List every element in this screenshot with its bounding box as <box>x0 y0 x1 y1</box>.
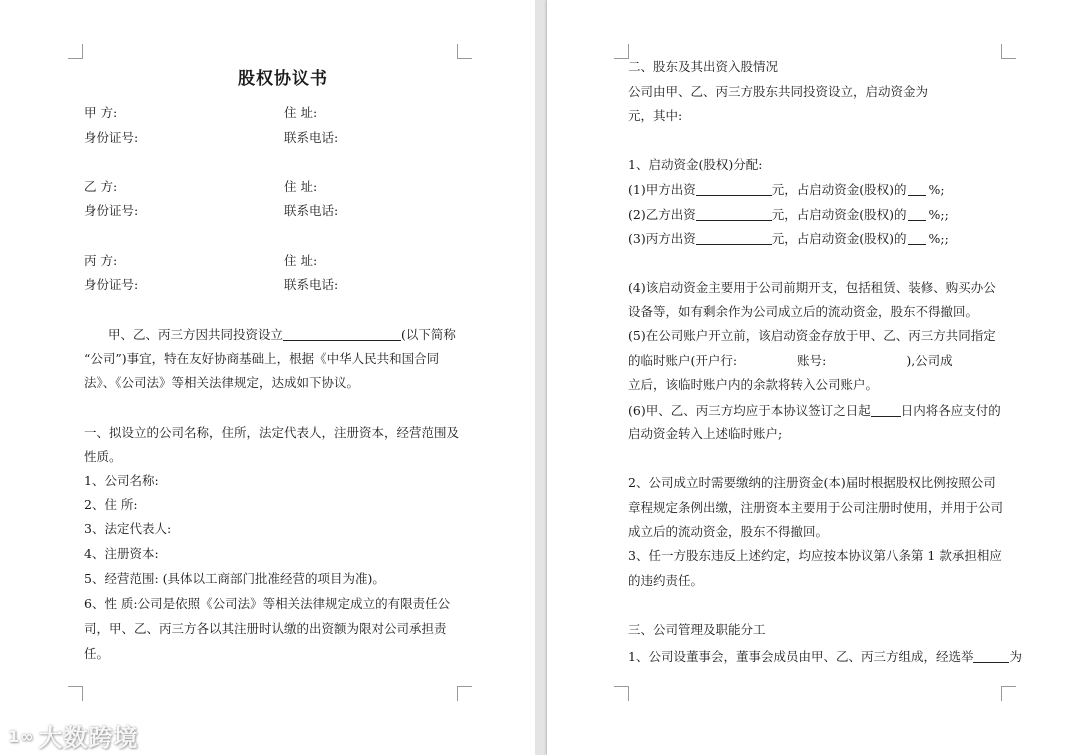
allocation-row-c <box>628 232 949 246</box>
paragraph-line: 2、公司成立时需要缴纳的注册资金(本)届时根据股权比例按照公司 <box>628 475 996 490</box>
crop-mark <box>68 44 83 59</box>
allocation-text: %;; <box>928 231 949 246</box>
section-1-heading: 一、拟设立的公司名称，住所，法定代表人，注册资本，经营范围及 <box>84 425 460 440</box>
address-b-label: 住 址: <box>284 179 318 194</box>
company-name-blank <box>283 328 401 341</box>
id-c-label: 身份证号: <box>84 277 139 292</box>
percent-blank <box>908 208 926 221</box>
phone-b-label: 联系电话: <box>284 203 339 218</box>
amount-blank <box>696 183 772 196</box>
paragraph-line <box>628 355 953 368</box>
allocation-row-b <box>628 208 949 222</box>
paragraph-text: 日内将各应支付的 <box>900 403 1001 418</box>
section-2-heading: 二、股东及其出资入股情况 <box>628 59 779 74</box>
percent-blank <box>908 183 926 196</box>
party-b-label: 乙 方: <box>84 179 118 194</box>
address-a-label: 住 址: <box>284 105 318 120</box>
percent-blank <box>908 232 926 245</box>
paragraph-line: 设备等，如有剩余作为公司成立后的流动资金，股东不得撤回。 <box>628 304 979 319</box>
id-a-label: 身份证号: <box>84 130 139 145</box>
crop-mark <box>1001 44 1016 59</box>
paragraph-line: (4)该启动资金主要用于公司前期开支，包括租赁、装修、购买办公 <box>628 280 996 295</box>
allocation-label: (3)丙方出资 <box>628 231 696 246</box>
amount-blank <box>696 208 772 221</box>
watermark <box>8 718 138 753</box>
paragraph-line: 立后，该临时账户内的余款将转入公司账户。 <box>628 377 879 392</box>
party-c-label: 丙 方: <box>84 253 118 268</box>
section-3-heading: 三、公司管理及职能分工 <box>628 622 766 637</box>
list-item: 司，甲、乙、丙三方各以其注册时认缴的出资额为限对公司承担责 <box>84 621 447 636</box>
intro-text: (以下简称 <box>401 327 456 342</box>
intro-paragraph-line: “公司”)事宜，特在友好协商基础上，根据《中华人民共和国合同 <box>84 351 440 366</box>
crop-mark <box>457 686 472 701</box>
watermark-logo-icon: 1∞ <box>8 727 35 746</box>
intro-paragraph-line: 法》、《公司法》等相关法律规定，达成如下协议。 <box>84 375 360 390</box>
amount-blank <box>696 232 772 245</box>
allocation-text: 元，占启动资金(股权)的 <box>771 207 907 222</box>
paragraph-line: 元，其中: <box>628 108 683 123</box>
crop-mark <box>68 686 83 701</box>
paragraph-line: (5)在公司账户开立前，该启动资金存放于甲、乙、丙三方共同指定 <box>628 328 996 343</box>
allocation-row-a <box>628 183 945 197</box>
paragraph-text: 1、公司设董事会，董事会成员由甲、乙、丙三方组成，经选举 <box>628 649 974 664</box>
allocation-text: %; <box>928 182 945 197</box>
allocation-text: 元，占启动资金(股权)的 <box>771 182 907 197</box>
intro-text: 甲、乙、丙三方因共同投资设立 <box>108 327 284 342</box>
paragraph-text: ),公司成 <box>906 353 953 368</box>
bank-label: 的临时账户(开户行: <box>628 353 738 368</box>
allocation-label: (1)甲方出资 <box>628 182 696 197</box>
elect-blank <box>973 650 1009 663</box>
watermark-text: 大数跨境 <box>38 724 139 752</box>
crop-mark <box>457 44 472 59</box>
paragraph-line: 公司由甲、乙、丙三方股东共同投资设立，启动资金为 <box>628 84 929 99</box>
paragraph-line: 的违约责任。 <box>628 573 704 588</box>
days-blank <box>871 404 901 417</box>
section-1-heading: 性质。 <box>84 449 122 464</box>
party-a-label: 甲 方: <box>84 105 118 120</box>
allocation-heading: 1、启动资金(股权)分配: <box>628 157 763 172</box>
phone-a-label: 联系电话: <box>284 130 339 145</box>
phone-c-label: 联系电话: <box>284 277 339 292</box>
id-b-label: 身份证号: <box>84 203 139 218</box>
paragraph-line: 启动资金转入上述临时账户; <box>628 426 783 441</box>
address-c-label: 住 址: <box>284 253 318 268</box>
document-page-right <box>547 0 1080 755</box>
crop-mark <box>1001 686 1016 701</box>
intro-paragraph <box>108 328 456 342</box>
list-item: 6、性 质:公司是依照《公司法》等相关法律规定成立的有限责任公 <box>84 596 451 611</box>
account-label: 账号: <box>797 353 827 368</box>
allocation-label: (2)乙方出资 <box>628 207 696 222</box>
list-item: 1、公司名称: <box>84 473 159 488</box>
paragraph-line <box>628 404 1001 418</box>
paragraph-text: 为 <box>1009 649 1022 664</box>
document-page-left <box>0 0 535 755</box>
list-item: 2、住 所: <box>84 497 138 512</box>
list-item: 3、法定代表人: <box>84 521 172 536</box>
document-title: 股权协议书 <box>238 69 328 89</box>
paragraph-line: 3、任一方股东违反上述约定，均应按本协议第八条第 1 款承担相应 <box>628 548 1002 563</box>
paragraph-line: 章程规定条例出缴，注册资本主要用于公司注册时使用，并用于公司 <box>628 500 1004 515</box>
crop-mark <box>614 686 629 701</box>
page-gutter <box>535 0 547 755</box>
list-item: 4、注册资本: <box>84 546 159 561</box>
paragraph-line <box>628 650 1022 664</box>
paragraph-text: (6)甲、乙、丙三方均应于本协议签订之日起 <box>628 403 871 418</box>
crop-mark <box>614 44 629 59</box>
list-item: 任。 <box>84 646 110 661</box>
paragraph-line: 成立后的流动资金，股东不得撤回。 <box>628 524 829 539</box>
list-item: 5、经营范围: (具体以工商部门批准经营的项目为准)。 <box>84 571 385 586</box>
allocation-text: %;; <box>928 207 949 222</box>
allocation-text: 元，占启动资金(股权)的 <box>771 231 907 246</box>
